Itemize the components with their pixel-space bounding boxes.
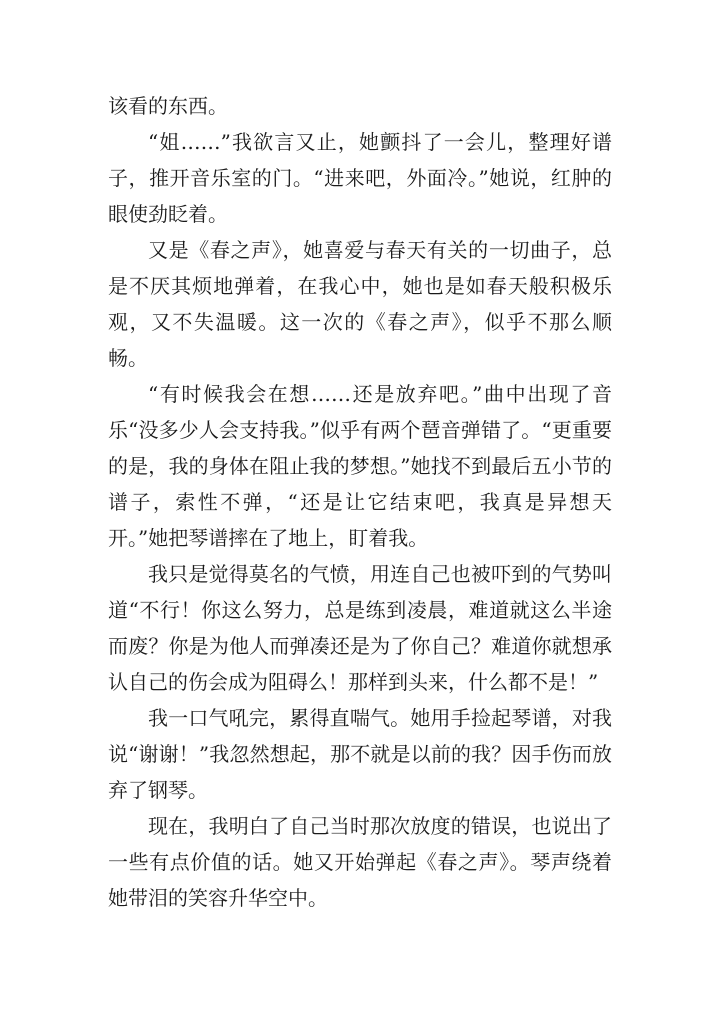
paragraph-continuation: 该看的东西。 bbox=[108, 94, 228, 118]
paragraph-2: “姐……”我欲言又止，她颤抖了一会儿，整理好谱子，推开音乐室的门。“进来吧，外面冷。”她说，红肿的眼使劲眨着。 bbox=[108, 130, 612, 226]
paragraph-6: 我一口气吼完，累得直喘气。她用手捡起琴谱，对我说“谢谢！”我忽然想起，那不就是以前的我？因手伤而放弃了钢琴。 bbox=[108, 706, 612, 802]
body-text bbox=[108, 88, 612, 916]
paragraph-7: 现在，我明白了自己当时那次放度的错误，也说出了一些有点价值的话。她又开始弹起《春之声》。琴声绕着她带泪的笑容升华空中。 bbox=[108, 814, 612, 910]
paragraph-4: “有时候我会在想……还是放弃吧。”曲中出现了音乐“没多少人会支持我。”似乎有两个琶音弹错了。“更重要的是，我的身体在阻止我的梦想。”她找不到最后五小节的谱子，索性不弹，“还是让它结束吧，我真是异想天开。”她把琴谱摔在了地上，盯着我。 bbox=[108, 382, 612, 550]
paragraph-3: 又是《春之声》，她喜爱与春天有关的一切曲子，总是不厌其烦地弹着，在我心中，她也是如春天般积极乐观，又不失温暖。这一次的《春之声》，似乎不那么顺畅。 bbox=[108, 238, 612, 370]
paragraph-5: 我只是觉得莫名的气愤，用连自己也被吓到的气势叫道“不行！你这么努力，总是练到凌晨，难道就这么半途而废？你是为他人而弹凑还是为了你自己？难道你就想承认自己的伤会成为阻碍么！那样到头来，什么都不是！” bbox=[108, 562, 612, 694]
